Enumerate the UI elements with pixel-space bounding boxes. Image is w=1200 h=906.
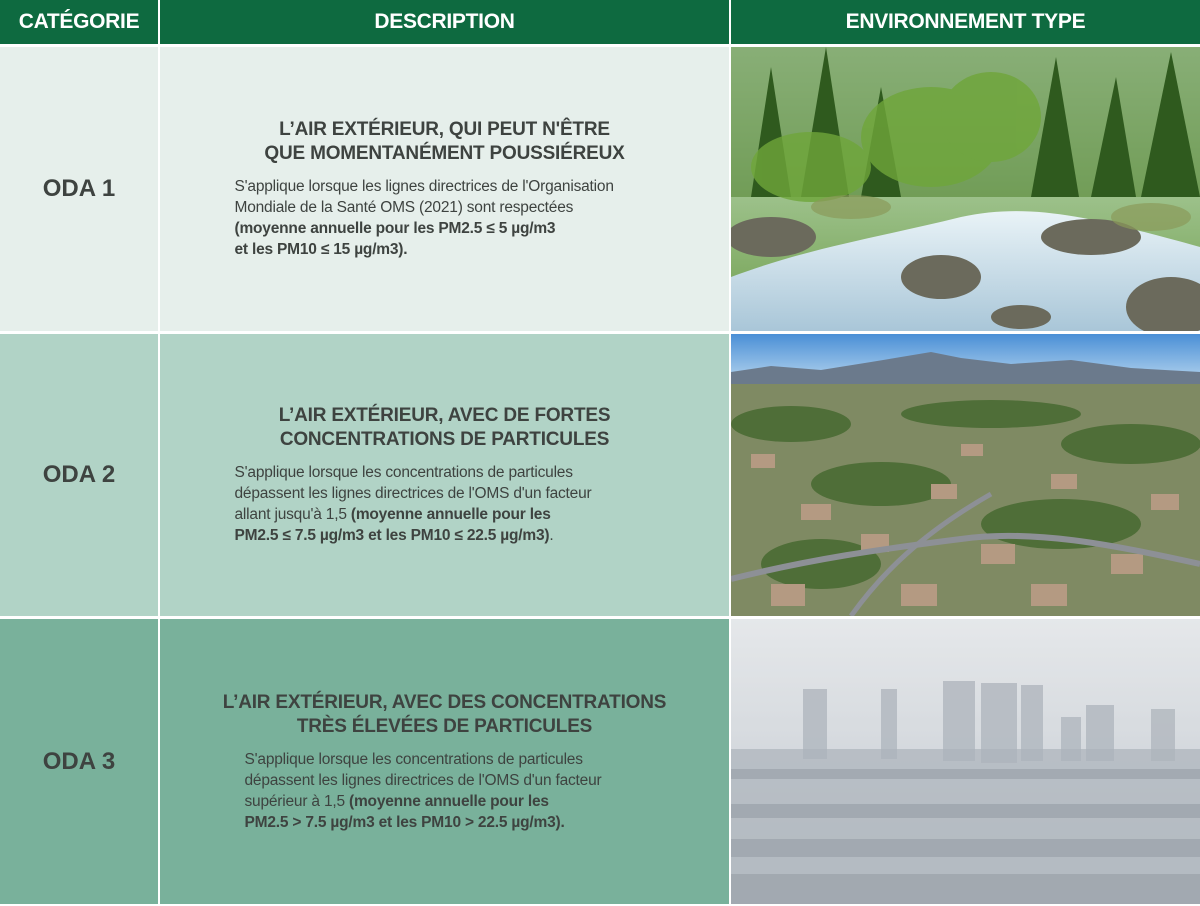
- bold-line: PM2.5 > 7.5 µg/m3 et les PM10 > 22.5 µg/m3).: [244, 813, 565, 831]
- forest-stream-photo: [731, 47, 1200, 331]
- title-line: TRÈS ÉLEVÉES DE PARTICULES: [296, 715, 593, 737]
- title-line: QUE MOMENTANÉMENT POUSSIÉREUX: [264, 143, 625, 164]
- text-line: allant jusqu'à 1,5: [234, 506, 347, 523]
- text-line: Mondiale de la Santé OMS (2021) sont respectées: [234, 199, 574, 216]
- bold-line: et les PM10 ≤ 15 µg/m3).: [234, 241, 408, 258]
- text-tail: .: [549, 527, 554, 544]
- description-text: [235, 462, 655, 546]
- description-oda2: [160, 334, 729, 616]
- bold-line: (moyenne annuelle pour les PM2.5 ≤ 5 µg/m3: [234, 220, 556, 237]
- title-line: L’AIR EXTÉRIEUR, QUI PEUT N'ÊTRE: [279, 119, 610, 140]
- bold-line: PM2.5 ≤ 7.5 µg/m3 et les PM10 ≤ 22.5 µg/m3): [234, 527, 550, 544]
- bold-line: (moyenne annuelle pour les: [349, 792, 549, 810]
- description-oda3: [160, 619, 729, 904]
- title-line: L’AIR EXTÉRIEUR, AVEC DES CONCENTRATIONS: [222, 691, 667, 713]
- category-oda1: ODA 1: [0, 47, 158, 331]
- text-line: dépassent les lignes directrices de l'OMS d'un facteur: [244, 771, 602, 789]
- category-oda3: ODA 3: [0, 619, 158, 904]
- title-line: CONCENTRATIONS DE PARTICULES: [279, 429, 610, 450]
- bold-line: (moyenne annuelle pour les: [350, 506, 551, 523]
- text-line: dépassent les lignes directrices de l'OMS d'un facteur: [234, 485, 592, 502]
- description-title: [215, 691, 675, 739]
- title-line: L’AIR EXTÉRIEUR, AVEC DE FORTES: [278, 405, 611, 426]
- header-category: CATÉGORIE: [0, 0, 158, 44]
- category-oda2: ODA 2: [0, 334, 158, 616]
- description-text: [225, 176, 665, 260]
- suburban-aerial-photo: [731, 334, 1200, 616]
- text-line: S'applique lorsque les concentrations de particules: [234, 464, 573, 481]
- description-oda1: [160, 47, 729, 331]
- header-environment: ENVIRONNEMENT TYPE: [731, 0, 1200, 44]
- header-description: DESCRIPTION: [160, 0, 729, 44]
- description-text: [215, 749, 675, 833]
- description-title: [235, 404, 655, 452]
- smoggy-city-photo: [731, 619, 1200, 904]
- description-title: [225, 118, 665, 166]
- text-line: supérieur à 1,5: [244, 792, 345, 810]
- text-line: S'applique lorsque les lignes directrices de l'Organisation: [234, 178, 614, 195]
- text-line: S'applique lorsque les concentrations de particules: [244, 750, 583, 768]
